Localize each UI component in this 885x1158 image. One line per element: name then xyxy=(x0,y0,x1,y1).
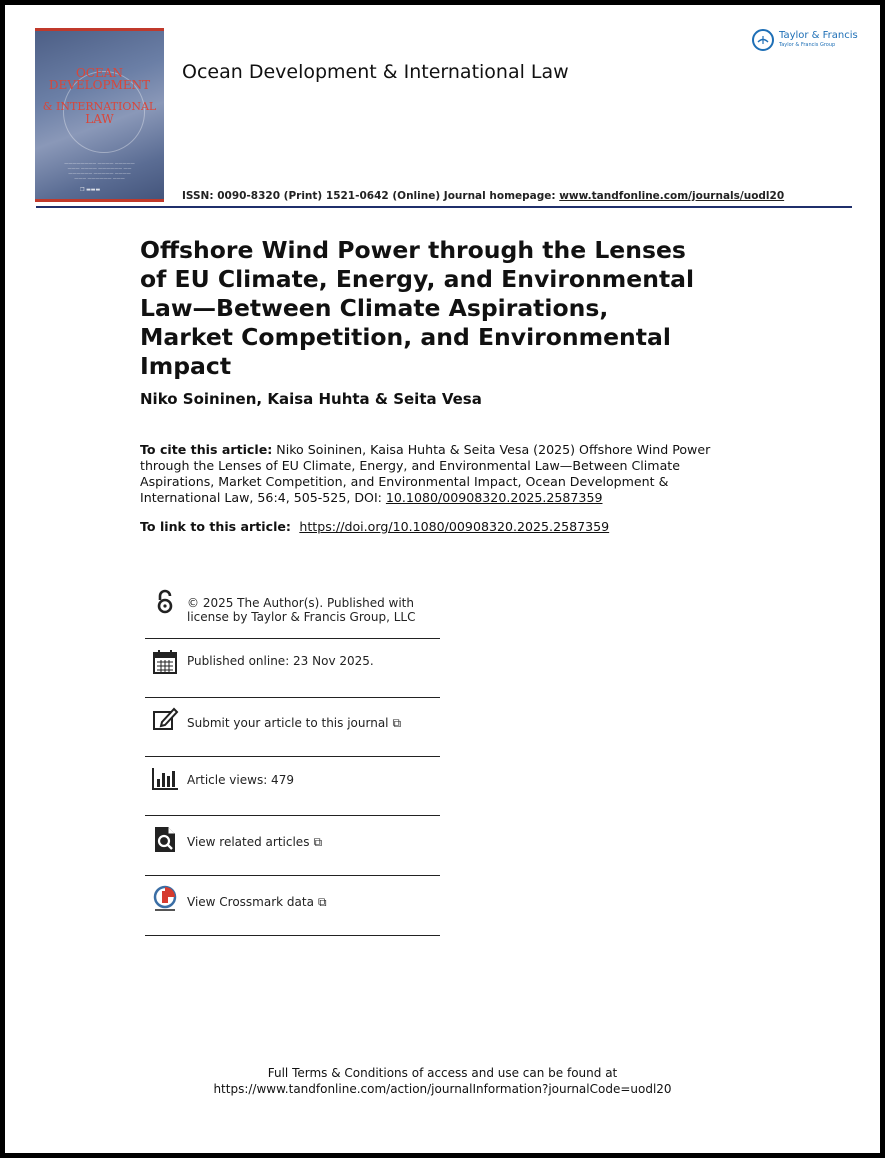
issn-text: ISSN: 0090-8320 (Print) 1521-0642 (Online) Journal homepage: xyxy=(182,190,560,202)
article-doi-url[interactable]: https://doi.org/10.1080/00908320.2025.2587359 xyxy=(299,519,610,534)
document-search-icon xyxy=(151,825,179,853)
cover-fine-print: ———————— ———— ————— ——— ———— —————— —— —————— ————— ———— ——— —————— ——— xyxy=(64,161,135,181)
article-views: Article views: 479 xyxy=(187,773,294,787)
view-crossmark-link[interactable] xyxy=(187,895,327,909)
doi-link[interactable]: 10.1080/00908320.2025.2587359 xyxy=(385,490,603,505)
cite-text: Niko Soininen, Kaisa Huhta & Seita Vesa (2025) Offshore Wind Power through the Lenses of EU Climate, Energy, and Environmental Law—Between Climate Aspirations, Market Competition, and Environmental Impact, Ocean Development & International Law, 56:4, 505-525, DOI: xyxy=(140,442,711,505)
crossmark-icon xyxy=(151,885,179,913)
submit-article-link[interactable] xyxy=(187,716,401,730)
cover-title-line: LAW xyxy=(85,112,114,126)
bar-chart-icon xyxy=(151,764,179,792)
published-row xyxy=(145,640,440,698)
taylor-francis-logo[interactable] xyxy=(752,29,862,55)
cover-publisher-mark: ❐ ▬▬▬ xyxy=(80,187,101,193)
article-title: Offshore Wind Power through the Lenses of EU Climate, Energy, and Environmental Law—Between Climate Aspirations, Market Competition, and Environmental Impact xyxy=(140,236,695,380)
footer-terms-url[interactable]: https://www.tandfonline.com/action/journalInformation?journalCode=uodl20 xyxy=(213,1082,672,1096)
license-row xyxy=(145,582,440,639)
taylor-francis-logo-icon xyxy=(752,29,774,51)
link-label: To link to this article: xyxy=(140,519,296,534)
license-text-line2: license by Taylor & Francis Group, LLC xyxy=(187,610,416,624)
citation-block xyxy=(140,442,720,506)
cover-title-line: OCEAN xyxy=(76,66,123,80)
footer-terms-line: Full Terms & Conditions of access and use can be found at xyxy=(267,1066,618,1080)
view-related-link[interactable] xyxy=(187,835,322,849)
publisher-group: Taylor & Francis Group xyxy=(779,42,836,48)
journal-homepage-link[interactable]: www.tandfonline.com/journals/uodl20 xyxy=(559,190,785,202)
calendar-icon xyxy=(151,648,179,676)
publisher-name: Taylor & Francis xyxy=(779,30,858,41)
cite-label: To cite this article: xyxy=(140,442,273,457)
submit-article-label: Submit your article to this journal xyxy=(187,716,389,730)
cover-title-line: DEVELOPMENT xyxy=(48,78,151,92)
article-link-line xyxy=(140,519,609,534)
related-row[interactable] xyxy=(145,817,440,876)
header-divider xyxy=(36,206,852,208)
edit-pencil-icon xyxy=(151,705,179,733)
external-link-icon: ⧉ xyxy=(392,716,402,730)
external-link-icon: ⧉ xyxy=(313,835,323,849)
journal-cover-image[interactable] xyxy=(35,28,164,202)
license-text-line1: © 2025 The Author(s). Published with xyxy=(187,596,414,610)
submit-row[interactable] xyxy=(145,699,440,757)
crossmark-row[interactable] xyxy=(145,877,440,936)
cover-title-line: & INTERNATIONAL xyxy=(42,100,157,113)
views-row xyxy=(145,758,440,816)
view-crossmark-label: View Crossmark data xyxy=(187,895,314,909)
open-access-icon xyxy=(151,588,179,616)
issn-line xyxy=(182,190,784,202)
article-authors: Niko Soininen, Kaisa Huhta & Seita Vesa xyxy=(140,390,482,408)
footer-terms xyxy=(0,1065,885,1097)
external-link-icon: ⧉ xyxy=(317,895,327,909)
published-date: Published online: 23 Nov 2025. xyxy=(187,654,374,668)
view-related-label: View related articles xyxy=(187,835,310,849)
journal-title: Ocean Development & International Law xyxy=(182,61,569,83)
